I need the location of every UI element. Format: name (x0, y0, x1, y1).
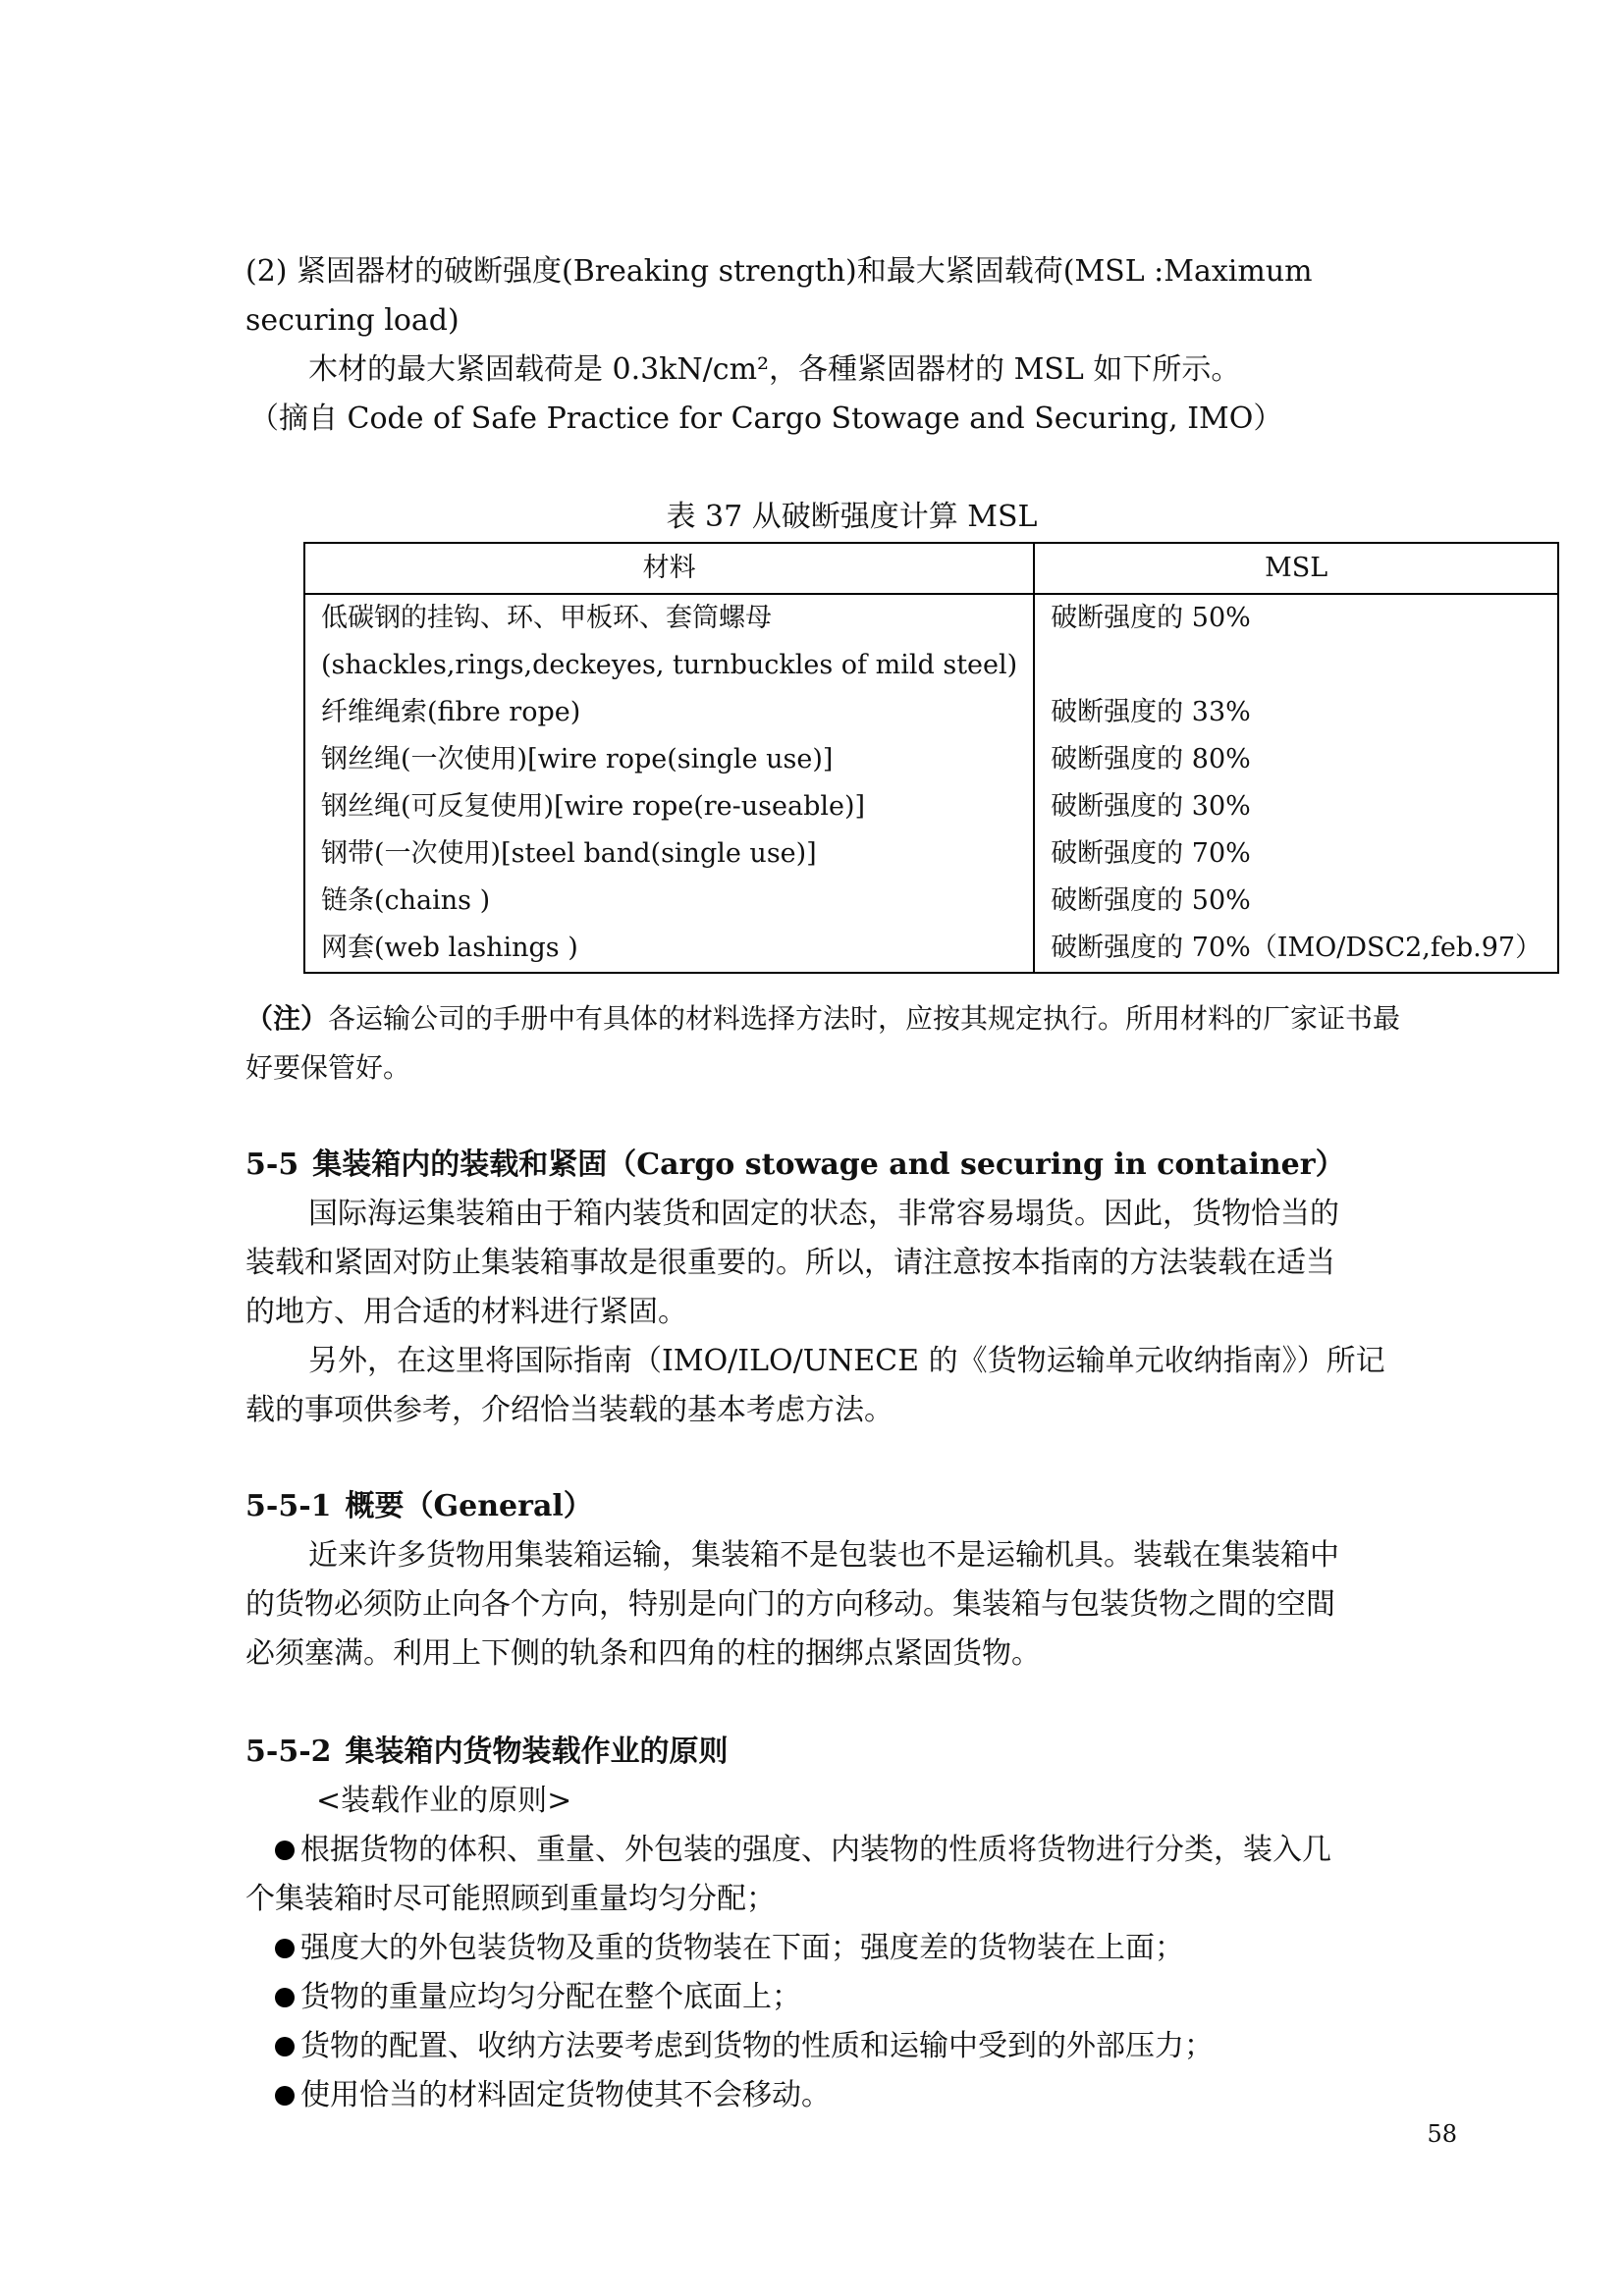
s55-para1-line3: 的地方、用合适的材料进行紧固。 (245, 1295, 687, 1329)
cell-material: 钢丝绳(可反复使用)[wire rope(re-useable)] (304, 783, 1034, 830)
cell-material: 纤维绳索(fibre rope) (304, 689, 1034, 736)
bullet-item-5: 使用恰当的材料固定货物使其不会移动。 (245, 2071, 1458, 2120)
s55-para1-line2: 装载和紧固对防止集装箱事故是很重要的。所以，请注意按本指南的方法装载在适当 (245, 1246, 1335, 1280)
bullet-dot-icon (275, 2037, 295, 2056)
intro-heading-line1: (2) 紧固器材的破断强度(Breaking strength)和最大紧固载荷(MSL :Maximum (245, 254, 1313, 289)
cell-msl: 破断强度的 80% (1034, 736, 1558, 783)
s55-para1-line1: 国际海运集装箱由于箱内装货和固定的状态，非常容易塌货。因此，货物恰当的 (308, 1197, 1339, 1231)
s552-subtitle: <装载作业的原则> (316, 1784, 572, 1818)
section-number: 5-5-2 (245, 1735, 332, 1769)
table-row (304, 783, 1558, 830)
bullet-item-2: 强度大的外包装货物及重的货物装在下面；强度差的货物装在上面； (245, 1924, 1458, 1973)
bullet-item-1-continued: 个集装箱时尽可能照顾到重量均匀分配； (245, 1882, 776, 1916)
cell-material: 钢丝绳(一次使用)[wire rope(single use)] (304, 736, 1034, 783)
cell-material: (shackles,rings,deckeyes, turnbuckles of mild steel) (304, 642, 1034, 689)
cell-msl: 破断强度的 50% (1034, 878, 1558, 925)
table-row (304, 689, 1558, 736)
table-row (304, 925, 1558, 973)
s551-line1: 近来许多货物用集装箱运输，集装箱不是包装也不是运输机具。装载在集装箱中 (308, 1538, 1339, 1573)
section-number: 5-5-1 (245, 1489, 332, 1523)
s55-para2-line2: 载的事项供参考，介绍恰当装载的基本考虑方法。 (245, 1393, 893, 1427)
section-5-5-1-heading (245, 1482, 1458, 1531)
intro-text2: （摘自 Code of Safe Practice for Cargo Stowage and Securing, IMO） (249, 401, 1283, 436)
section-title: 集装箱内的装载和紧固（Cargo stowage and securing in container） (312, 1148, 1345, 1182)
cell-msl (1034, 642, 1558, 689)
bullet-dot-icon (275, 1841, 295, 1860)
s551-line3: 必须塞满。利用上下侧的轨条和四角的柱的捆绑点紧固货物。 (245, 1636, 1041, 1671)
cell-material: 钢带(一次使用)[steel band(single use)] (304, 830, 1034, 878)
table-note-label: （注） (245, 1002, 329, 1035)
table-row (304, 736, 1558, 783)
table-row (304, 594, 1558, 642)
msl-table (303, 542, 1559, 974)
table-note-line1 (245, 994, 1458, 1043)
bullet-dot-icon (275, 2086, 295, 2106)
cell-msl: 破断强度的 70%（IMO/DSC2,feb.97） (1034, 925, 1558, 973)
bullet-dot-icon (275, 1939, 295, 1958)
cell-msl: 破断强度的 70% (1034, 830, 1558, 878)
table-row (304, 830, 1558, 878)
section-5-5-2-heading (245, 1728, 1458, 1777)
cell-material: 低碳钢的挂钩、环、甲板环、套筒螺母 (304, 594, 1034, 642)
table-caption: 表 37 从破断强度计算 MSL (666, 500, 1038, 534)
cell-material: 链条(chains ) (304, 878, 1034, 925)
table-note-line2: 好要保管好。 (245, 1051, 411, 1084)
bullet-item-4: 货物的配置、收纳方法要考虑到货物的性质和运输中受到的外部压力； (245, 2022, 1458, 2071)
bullet-dot-icon (275, 1988, 295, 2007)
section-number: 5-5 (245, 1148, 299, 1182)
table-header-row (304, 543, 1558, 594)
section-5-5-heading (245, 1141, 1458, 1190)
table-row (304, 642, 1558, 689)
table-note-text: 各运输公司的手册中有具体的材料选择方法时，应按其规定执行。所用材料的厂家证书最 (328, 1002, 1401, 1035)
intro-text1: 木材的最大紧固载荷是 0.3kN/cm²，各種紧固器材的 MSL 如下所示。 (308, 352, 1241, 387)
section-title: 概要（General） (345, 1489, 593, 1523)
section-title: 集装箱内货物装载作业的原则 (345, 1735, 729, 1769)
cell-msl: 破断强度的 30% (1034, 783, 1558, 830)
table-row (304, 878, 1558, 925)
cell-msl: 破断强度的 33% (1034, 689, 1558, 736)
header-msl: MSL (1034, 543, 1558, 594)
s551-line2: 的货物必须防止向各个方向，特别是向门的方向移动。集装箱与包装货物之間的空間 (245, 1587, 1335, 1622)
header-material: 材料 (304, 543, 1034, 594)
bullet-item-1: 根据货物的体积、重量、外包装的强度、内装物的性质将货物进行分类，装入几 (245, 1826, 1458, 1875)
cell-msl: 破断强度的 50% (1034, 594, 1558, 642)
page-number: 58 (1427, 2120, 1457, 2148)
bullet-item-3: 货物的重量应均匀分配在整个底面上； (245, 1973, 1458, 2022)
intro-heading-line2: securing load) (245, 303, 460, 338)
cell-material: 网套(web lashings ) (304, 925, 1034, 973)
s55-para2-line1: 另外，在这里将国际指南（IMO/ILO/UNECE 的《货物运输单元收纳指南》）所记 (308, 1344, 1385, 1378)
